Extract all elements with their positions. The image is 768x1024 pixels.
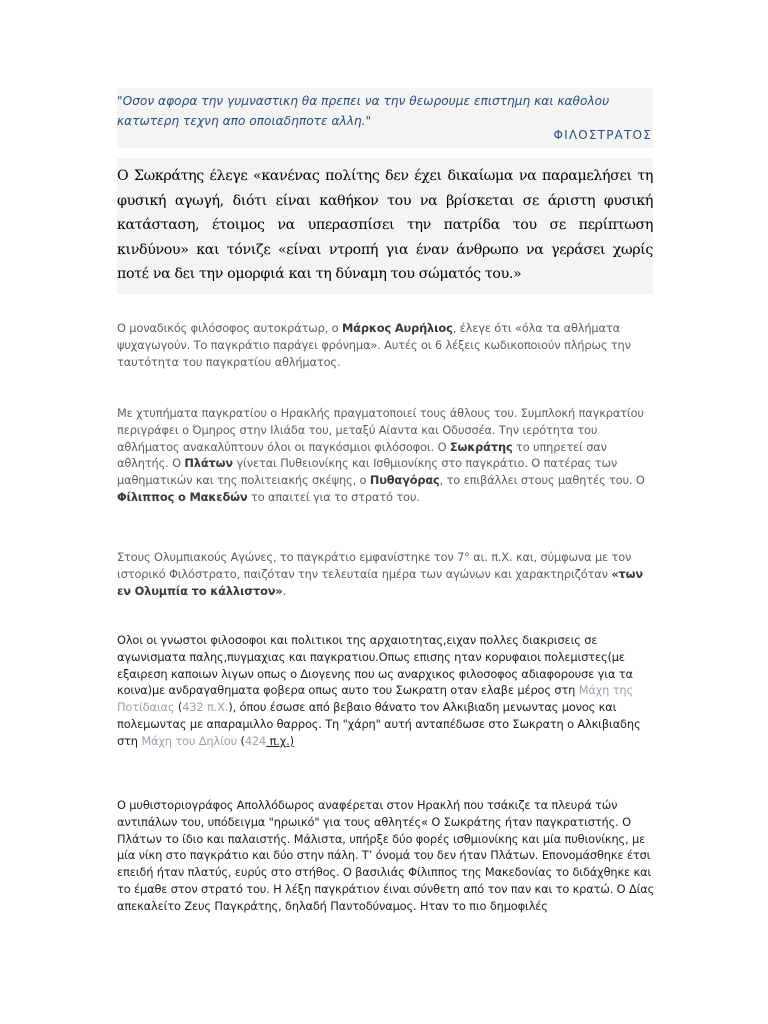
- paragraph-marcus-aurelius: [117, 320, 657, 370]
- p3-bold-quote: «των εν Ολυμπία το κάλλιστον»: [117, 566, 643, 598]
- p2-text-a: Με χτυπήματα παγκρατίου ο Ηρακλής πραγματοποιεί τους άθλους του. Συμπλοκή παγκρατίου περιγράφει ο Όμηρος στην Ιλιάδα του, μεταξύ Αίαντα και Οδυσσέα. Την ιερότητα του αθλήματος ανακαλύπτουν όλοι οι παγκόσμιοι φιλόσοφοι. Ο: [117, 406, 644, 454]
- p3-text-a: Στους Ολυμπιακούς Αγώνες, το παγκράτιο εμφανίστηκε τον 7° αι. π.Χ. και, σύμφωνα με τον ιστορικό Φιλόστρατο, παιζόταν την τελευταία ημέρα των αγώνων και χαρακτηριζόταν: [117, 550, 632, 581]
- link-432-bc[interactable]: 432 π.Χ.: [182, 700, 229, 715]
- p2-bold-pythagoras: Πυθαγόρας: [369, 473, 440, 488]
- p2-text-c: το υπηρετεί σαν αθλητής. Ο: [117, 439, 607, 471]
- paragraph-heracles: [117, 405, 657, 506]
- quote-line-1: "Οσον αφορα την γυμναστικη θα πρεπει να την θεωρουμε επιστημη και καθολου: [117, 94, 610, 108]
- link-424[interactable]: 424: [244, 733, 267, 748]
- paragraph-apollodorus: Ο μυθιστοριογράφος Απολλόδωρος αναφέρεται στον Ηρακλή που τσάκιζε τα πλευρά τών αντιπάλων του, υπόδειγμα "ηρωικό" για τους αθλητές« Ο Σωκράτης ήταν παγκρατιστής. Ο Πλάτων το ίδιο και παλαιστής. Μάλιστα, υπήρξε δύο φορές ισθμιονίκης και μία πυθιονίκης, με μία νίκη στο παγκράτιο και δύο στην πάλη. Τ’ όνομά του δεν ήταν Πλάτων. Επονομάσθηκε έτσι επειδή ήταν πλατύς, ευρύς στο στήθος. Ο βασιλιάς Φίλιππος της Μακεδονίας το διδάχθηκε και το έμαθε στον στρατό του. Η λέξη παγκράτιον έιναι σύνθετη από τον παν και το κρατώ. Ο Δίας απεκαλείτο Ζευς Παγκράτης, δηλαδή Παντοδύναμος. Ηταν το πιο δημοφιλές: [117, 798, 655, 913]
- p1-text-a: Ο μοναδικός φιλόσοφος αυτοκράτωρ, ο: [117, 321, 342, 335]
- p2-bold-philip: Φίλιππος ο Μακεδών: [117, 489, 248, 504]
- p2-text-g: , το επιβάλλει στους μαθητές του. Ο: [439, 473, 645, 488]
- p1-text-c: , έλεγε ότι «όλα τα αθλήματα ψυχαγωγούν. Το παγκράτιο παράγει φρόνημα». Αυτές οι 6 λέξεις κωδικοποιούν πλήρως την ταυτότητα του παγκρατίου αθλήματος.: [117, 321, 631, 369]
- paragraph-philosophers: [117, 632, 657, 750]
- p2-bold-socrates: Σωκράτης: [449, 439, 513, 454]
- paragraph-olympics: [117, 549, 657, 599]
- p4-text-d: (: [237, 733, 245, 748]
- p4-text-c: ), όπου έσωσε από βεβαιο θάνατο τον Αλκιβιαδη μενωντας μονος και πολεμωντας με απαραμιλλο θαρρος. Τη "χάρη" αυτή ανταπέδωσε στο Σωκρατη ο Αλκιβιαδης στη: [117, 700, 641, 748]
- link-battle-delium[interactable]: Μάχη του Δηλίου: [141, 733, 238, 748]
- quote-line-2: κατωτερη τεχνη απο οποιαδηποτε αλλη.": [117, 114, 372, 128]
- quote-text: [117, 91, 653, 131]
- p2-text-i: το απαιτεί για το στρατό του.: [247, 489, 420, 504]
- p4-text-a: Ολοι οι γνωστοι φιλοσοφοι και πολιτικοι της αρχαιοτητας,ειχαν πολλες διακρισεις σε αγωνισματα παλης,πυγμαχιας και παγκρατιου.Οπως επισης ηταν κορυφαιοι πολεμιστες(με εξαιρεση καποιων λιγων οπως ο Διογενης που ως αναρχικος φιλοσοφος αδιαφορουσε για τα κοινα)με ανδραγαθηματα φοβερα οπως αυτο του Σωκρατη οταν ελαβε μέρος στη: [117, 633, 633, 698]
- p1-bold-marcus: Μάρκος Αυρήλιος: [341, 321, 453, 335]
- p4-text-e: π.χ.): [266, 733, 294, 748]
- p3-text-c: .: [282, 583, 287, 598]
- link-battle-potidaea[interactable]: Μάχη της Ποτίδαιας: [117, 683, 634, 715]
- p2-text-e: γίνεται Πυθειονίκης και Ισθμιονίκης στο παγκράτιο. Ο πατέρας των μαθηματικών και της πολιτειακής σκέψης, ο: [117, 456, 618, 488]
- socrates-quote: Ο Σωκράτης έλεγε «κανένας πολίτης δεν έχει δικαίωμα να παραμελήσει τη φυσική αγωγή, διότι είναι καθήκον του να βρίσκεται σε άριστη φυσική κατάσταση, έτοιμος να υπερασπίσει την πατρίδα του σε περίπτωση κινδύνου» και τόνιζε «είναι ντροπή για έναν άνθρωπο να γεράσει χωρίς ποτέ να δει την ομορφιά και τη δύναμη του σώματός του.»: [117, 168, 653, 282]
- p2-bold-plato: Πλάτων: [184, 456, 233, 471]
- quote-author: ΦΙΛΟΣΤΡΑΤΟΣ: [553, 128, 652, 142]
- p4-text-b: (: [174, 700, 183, 715]
